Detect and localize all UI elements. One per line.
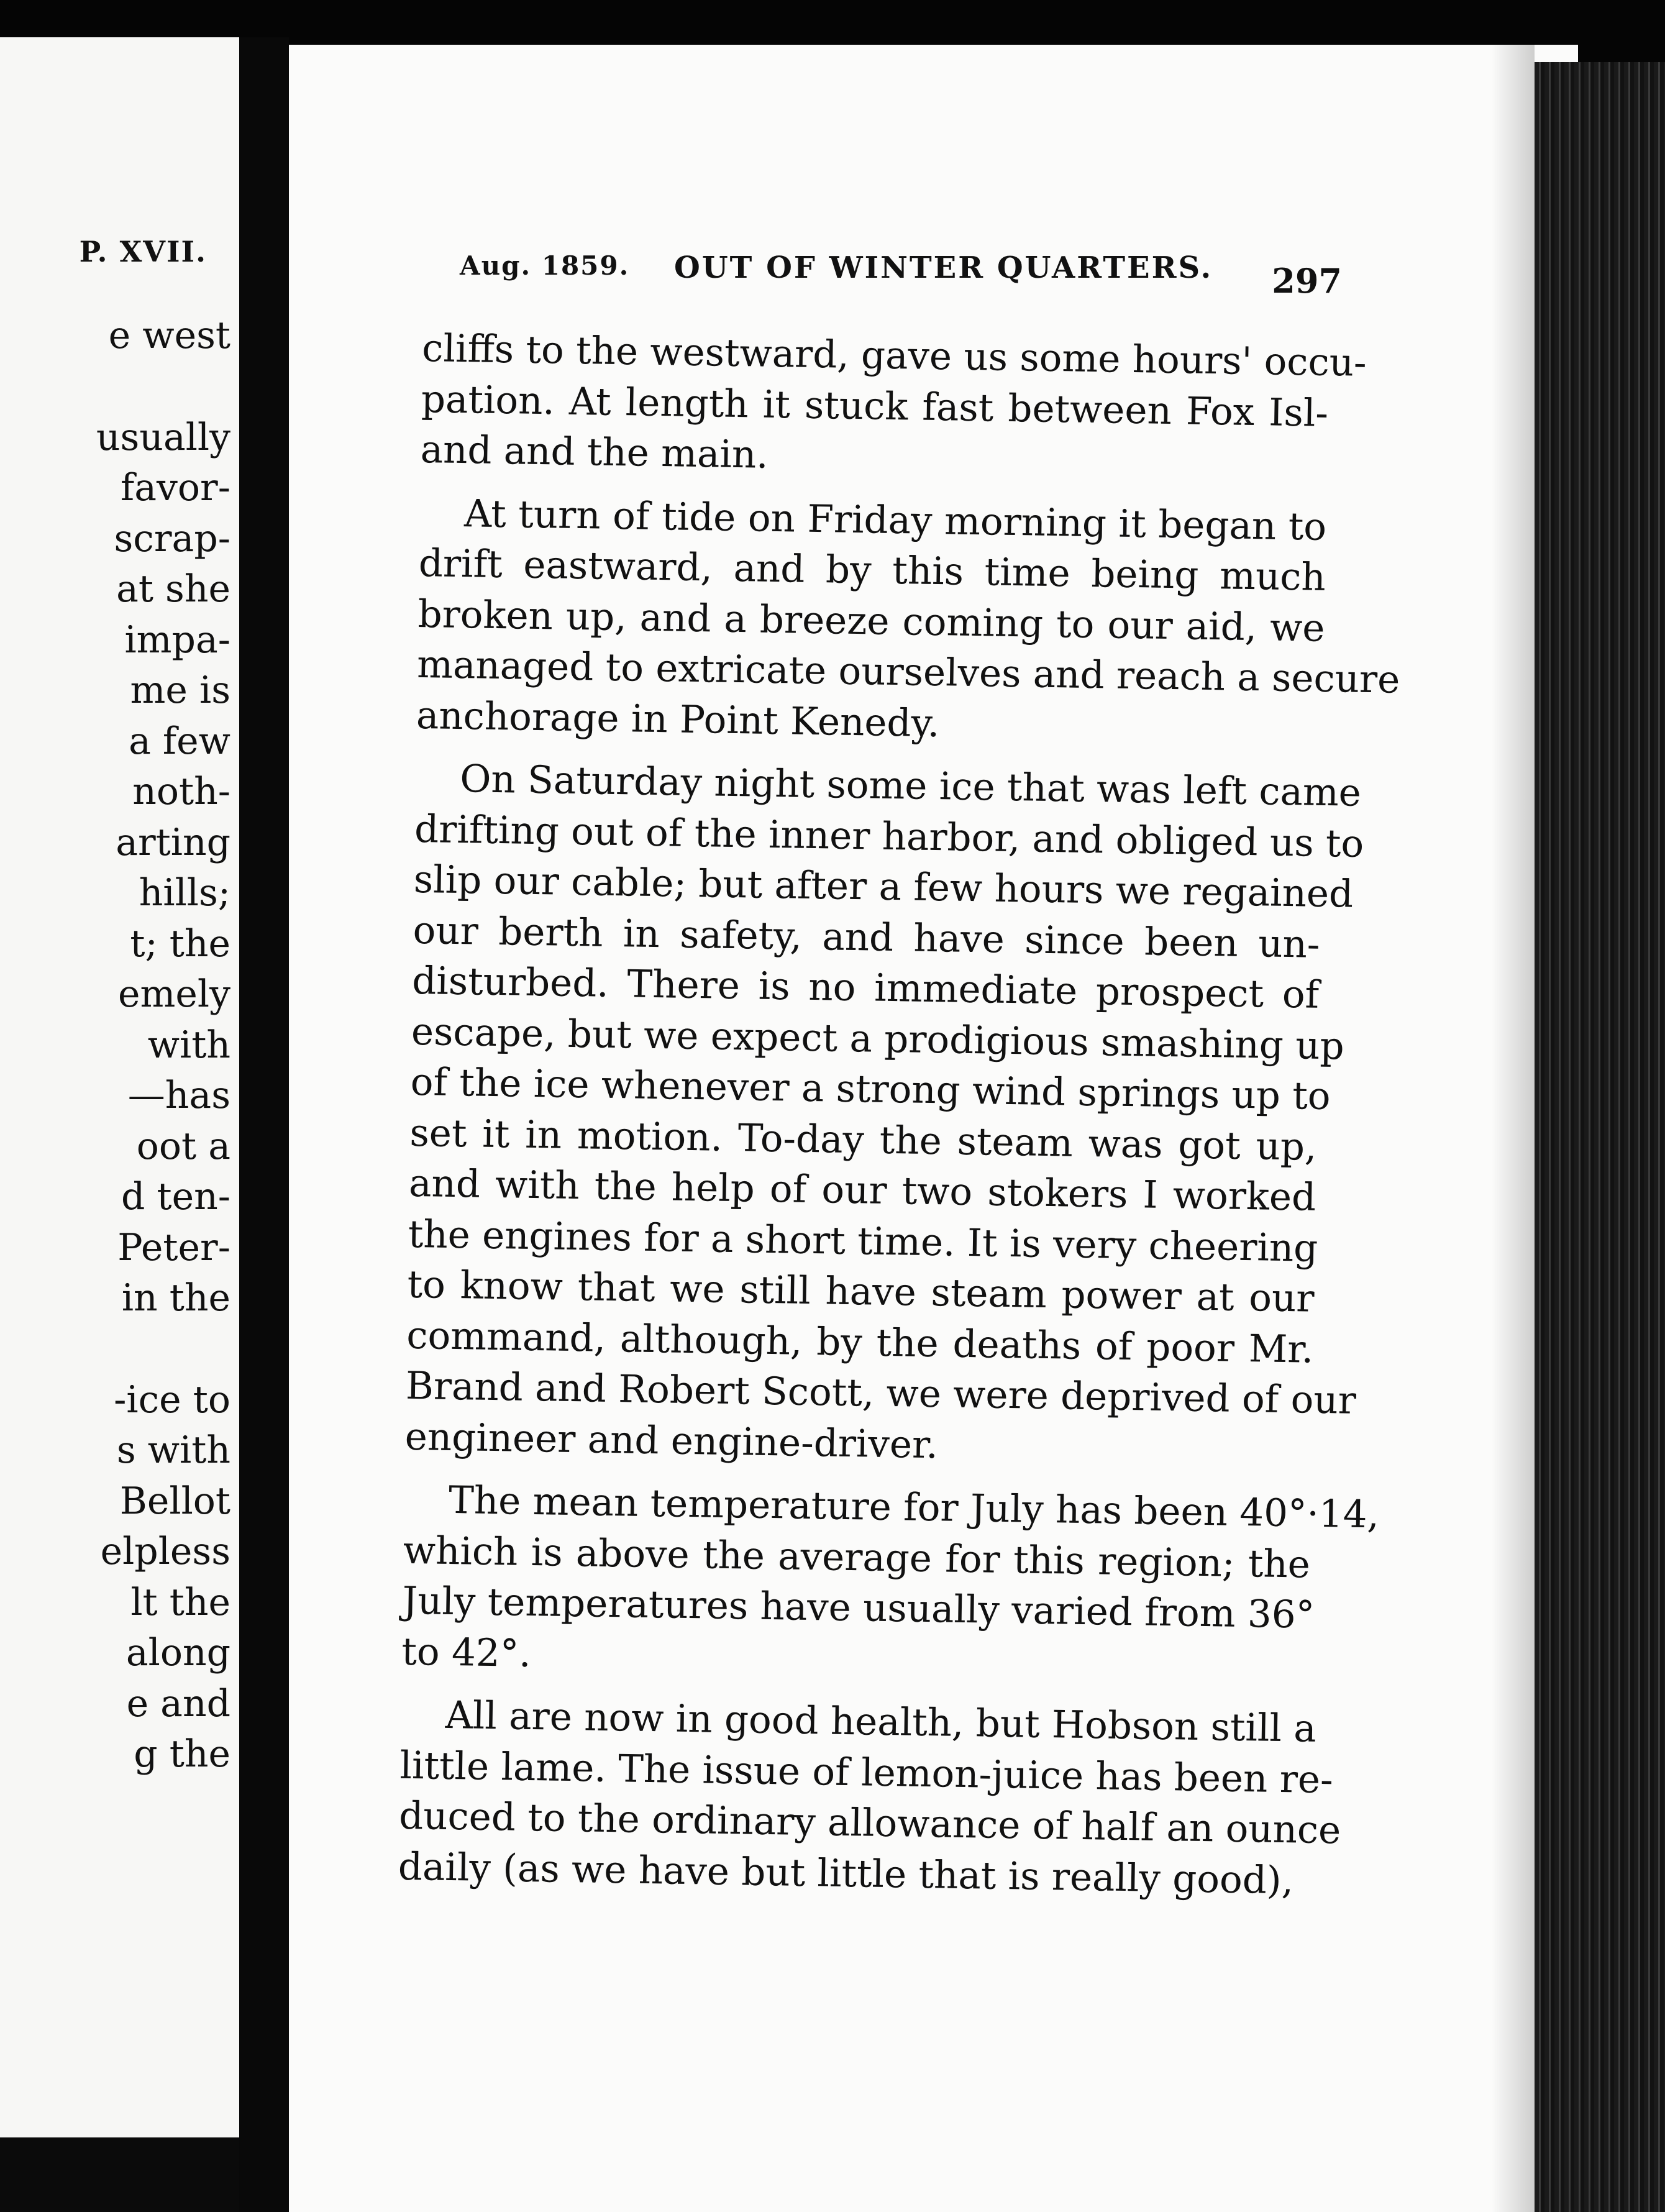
left-text-line: d ten- [121,1175,230,1218]
left-text-line: oot a [136,1124,230,1168]
text-line: engineer and engine-driver. [404,1414,939,1467]
page-shadow [1491,45,1535,2212]
text-line: cliffs to the westward, gave us some hours' occu- [421,326,1367,385]
text-line: little lame. The issue of lemon-juice has been re- [399,1743,1334,1802]
paragraph [404,753,1364,1476]
text-line: our berth in safety, and have since been un- [413,908,1321,967]
left-text-line: favor- [121,466,230,510]
left-text-line: -ice to [114,1378,230,1422]
text-line: pation. At length it stuck fast between Fox Isl- [421,377,1329,436]
text-line: to 42°. [401,1629,532,1676]
left-text-line: me is [130,669,230,712]
text-line: At turn of tide on Friday morning it began to [463,491,1327,549]
text-line: All are now in good health, but Hobson still a [445,1693,1317,1751]
paragraph [401,1474,1380,1691]
text-line: daily (as we have but little that is really good), [398,1844,1294,1903]
blank-line [96,1324,230,1375]
left-text-line: Peter- [117,1225,230,1269]
text-line: anchorage in Point Kenedy. [416,693,940,746]
left-text-line: along [125,1631,230,1675]
left-text-line: arting [116,820,230,864]
left-text-line: noth- [132,770,230,813]
text-line: duced to the ordinary allowance of half an ounce [398,1793,1341,1853]
left-text-line: with [147,1023,230,1067]
text-line: and with the help of our two stokers I worked [408,1161,1316,1220]
page-number: 297 [1272,261,1342,301]
text-line: slip our cable; but after a few hours we regained [413,857,1354,916]
left-text-line: Bellot [119,1479,230,1523]
header-title: OUT OF WINTER QUARTERS. [674,250,1213,285]
left-text-line: at she [116,567,230,611]
text-line: broken up, and a breeze coming to our aid, we [417,592,1326,651]
running-header [457,247,1342,301]
left-text-line: in the [121,1276,230,1320]
blank-line [96,362,230,413]
left-text-line: e and [126,1681,230,1725]
text-line: Brand and Robert Scott, we were deprived of our [405,1363,1357,1423]
left-text-line: hills; [139,871,230,915]
facing-page-left [0,37,239,2137]
left-text-line: emely [118,972,230,1016]
paragraph [398,1689,1341,1906]
left-text-line: scrap- [114,516,230,560]
book-gutter [239,37,289,2212]
left-text-line: g the [134,1732,230,1776]
left-text-line: impa- [124,618,230,662]
text-line: of the ice whenever a strong wind springs up to [410,1059,1331,1119]
text-line: drifting out of the inner harbor, and obliged us to [414,807,1364,866]
left-text-line: elpless [100,1530,230,1573]
text-line: which is above the average for this region; the [403,1528,1311,1587]
text-line: command, although, by the deaths of poor Mr. [406,1313,1314,1372]
left-text-line: a few [129,719,230,763]
left-text-line: usually [96,415,230,459]
text-line: and and the main. [420,427,769,477]
paragraph [420,323,1367,489]
left-page-text [96,311,230,1780]
left-text-line: e west [108,314,230,357]
left-text-line: —has [127,1074,230,1117]
text-line: the engines for a short time. It is very cheering [408,1212,1318,1271]
left-text-line: lt the [130,1580,230,1624]
left-text-line: t; the [130,921,230,966]
text-line: disturbed. There is no immediate prospect of [411,958,1320,1017]
text-line: set it in motion. To-day the steam was got up, [409,1110,1317,1169]
text-line: On Saturday night some ice that was left came [459,757,1362,815]
body-text [398,323,1400,1906]
page-edges [1535,62,1665,2212]
text-line: July temperatures have usually varied from 36° [402,1578,1315,1637]
text-line: managed to extricate ourselves and reach a secure [416,642,1400,702]
paragraph [416,487,1400,754]
text-line: escape, but we expect a prodigious smashing up [411,1009,1345,1068]
text-line: The mean temperature for July has been 40°·14, [448,1478,1380,1537]
text-line: to know that we still have steam power at our [407,1262,1315,1321]
text-line: drift eastward, and by this time being much [418,541,1326,600]
header-date: Aug. 1859. [460,250,630,281]
left-running-head: P. XVII. [79,235,207,268]
left-text-line: s with [116,1428,230,1472]
